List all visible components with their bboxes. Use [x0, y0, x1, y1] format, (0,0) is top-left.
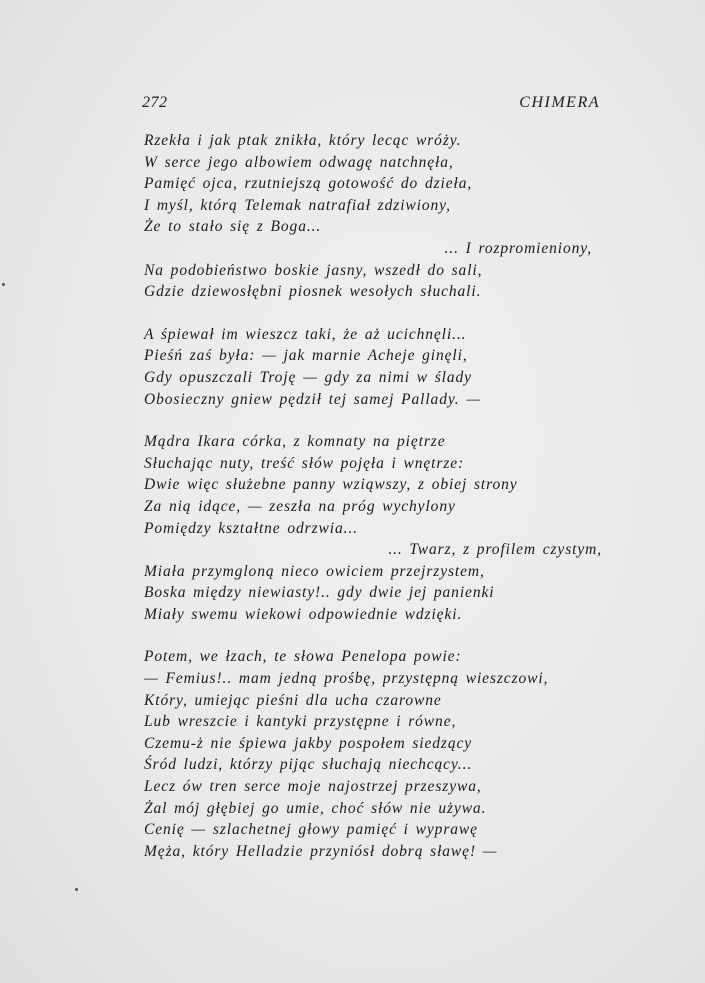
verse-line: Śród ludzi, którzy pijąc słuchają niechcący... — [144, 756, 473, 774]
verse-line: Żal mój głębiej go umie, choć słów nie używa. — [144, 799, 487, 817]
verse-line: Cenię — szlachetnej głowy pamięć i wyprawę — [144, 821, 478, 839]
verse-line: Słuchając nuty, treść słów pojęła i wnętrze: — [144, 454, 465, 472]
verse-line: Rzekła i jak ptak znikła, który lecąc wróży. — [144, 132, 462, 149]
verse-line: Pamięć ojca, rzutniejszą gotowość do dzieła, — [144, 175, 473, 193]
page-number: 272 — [142, 94, 168, 111]
verse-line: A śpiewał im wieszcz taki, że aż ucichnęli... — [144, 325, 467, 343]
poem-body — [144, 130, 604, 883]
paper-speck — [2, 283, 5, 286]
verse-line: Który, umiejąc pieśni dla ucha czarowne — [144, 691, 442, 709]
verse-line: Pieśń zaś była: — jak marnie Acheje ginęli, — [144, 347, 468, 365]
paper-speck — [75, 888, 78, 891]
verse-line: Męża, który Helladzie przyniósł dobrą sławę! — — [144, 842, 498, 860]
verse-line: Obosieczny gniew pędził tej samej Pallady. — — [144, 390, 482, 408]
verse-line: Potem, we łzach, te słowa Penelopa powie: — [144, 648, 462, 666]
verse-line: Na podobieństwo boskie jasny, wszedł do sali, — [144, 261, 483, 279]
stanza-1 — [144, 130, 604, 303]
verse-line: Pomiędzy kształtne odrzwia... — [144, 519, 358, 537]
verse-line-continued: ... Twarz, z profilem czystym, — [388, 541, 602, 559]
verse-line: I myśl, którą Telemak natrafiał zdziwiony, — [144, 196, 451, 214]
page-header — [142, 94, 600, 116]
verse-line: — Femius!.. mam jedną prośbę, przystępną wieszczowi, — [144, 670, 549, 688]
verse-line: Gdzie dziewosłębni piosnek wesołych słuchali. — [144, 283, 482, 301]
verse-line: Mądra Ikara córka, z komnaty na piętrze — [144, 433, 446, 451]
running-head: CHIMERA — [519, 94, 600, 111]
verse-line: Boska między niewiasty!.. gdy dwie jej panienki — [144, 584, 495, 602]
verse-line: Miała przymgloną nieco owiciem przejrzystem, — [144, 562, 485, 580]
verse-line: Za nią idące, — zeszła na próg wychylony — [144, 497, 456, 515]
verse-line: Miały swemu wiekowi odpowiednie wdzięki. — [144, 605, 463, 623]
verse-line: Lecz ów tren serce moje najostrzej przeszywa, — [144, 778, 482, 796]
stanza-3 — [144, 431, 604, 625]
verse-line: Czemu-ż nie śpiewa jakby pospołem siedzący — [144, 734, 473, 752]
verse-line: Dwie więc służebne panny wziąwszy, z obiej strony — [144, 476, 518, 494]
verse-line: W serce jego albowiem odwagę natchnęła, — [144, 153, 454, 171]
verse-line: Lub wreszcie i kantyki przystępne i równe, — [144, 713, 457, 731]
verse-line-continued: ... I rozpromieniony, — [444, 239, 592, 257]
stanza-4 — [144, 646, 604, 862]
verse-line: Że to stało się z Boga... — [144, 218, 322, 236]
stanza-2 — [144, 324, 604, 410]
verse-line: Gdy opuszczali Troję — gdy za nimi w ślady — [144, 368, 472, 386]
